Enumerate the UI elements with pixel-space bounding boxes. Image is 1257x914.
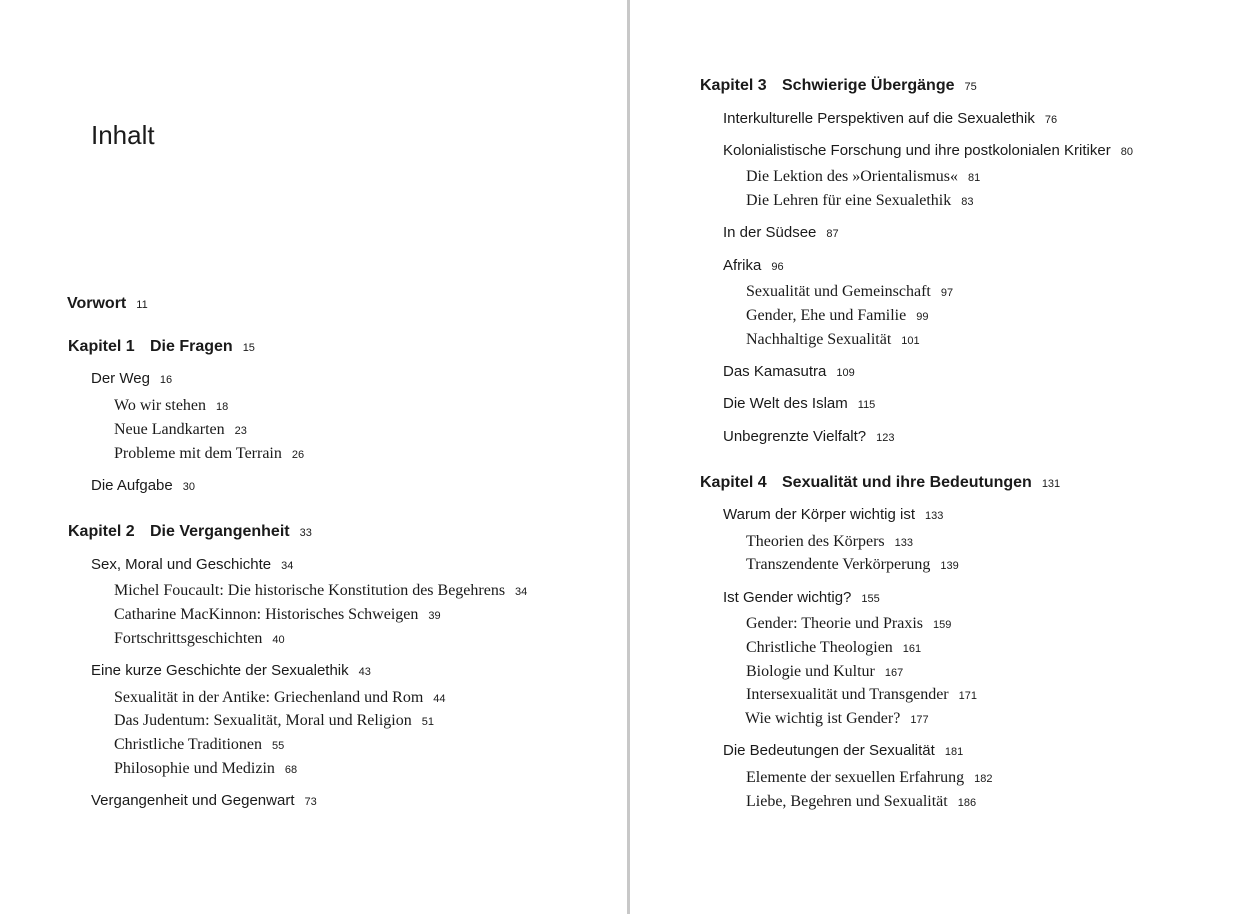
page-number: 26	[291, 449, 305, 461]
entry-title: In der Südsee	[723, 224, 817, 241]
entry-title: Vergangenheit und Gegenwart	[91, 792, 295, 809]
page-number: 182	[974, 773, 993, 785]
toc-subsection[interactable]	[114, 422, 247, 438]
page-number: 43	[358, 666, 371, 678]
entry-title: Sexualität in der Antike: Griechenland und Rom	[114, 689, 424, 706]
page-number: 51	[421, 716, 434, 728]
entry-title: Die Welt des Islam	[723, 395, 848, 412]
toc-subsection[interactable]	[746, 169, 980, 185]
entry-title: Gender: Theorie und Praxis	[746, 615, 923, 632]
page-number: 161	[902, 643, 922, 655]
entry-title: Afrika	[723, 257, 762, 274]
page-number: 23	[234, 425, 247, 437]
entry-title: Kolonialistische Forschung und ihre postkolonialen Kritiker	[723, 142, 1111, 159]
page-number: 139	[940, 560, 959, 572]
entry-title: Das Kamasutra	[723, 363, 827, 380]
entry-title: Elemente der sexuellen Erfahrung	[746, 769, 965, 786]
left-page	[0, 0, 628, 914]
toc-section[interactable]	[91, 557, 293, 572]
entry-title: Sex, Moral und Geschichte	[91, 556, 272, 573]
entry-title: Neue Landkarten	[114, 421, 225, 438]
entry-title: Biologie und Kultur	[746, 663, 875, 680]
entry-title: Michel Foucault: Die historische Konstitution des Begehrens	[114, 582, 506, 599]
entry-title: Die Fragen	[150, 338, 233, 355]
toc-section[interactable]	[723, 364, 855, 379]
entry-title: Das Judentum: Sexualität, Moral und Religion	[114, 712, 412, 729]
entry-title: Vorwort	[67, 295, 127, 312]
page-number: 34	[515, 586, 528, 598]
toc-section[interactable]	[723, 396, 875, 411]
entry-title: Interkulturelle Perspektiven auf die Sexualethik	[723, 110, 1035, 127]
page-number: 115	[857, 399, 876, 411]
chapter-number: Kapitel 4	[700, 474, 767, 491]
page-number: 133	[894, 537, 913, 549]
toc-subsection[interactable]	[114, 631, 285, 647]
toc-subsection[interactable]	[114, 713, 434, 729]
toc-section[interactable]	[723, 143, 1133, 158]
entry-title: Die Lektion des »Orientalismus«	[746, 168, 958, 185]
entry-title: Ist Gender wichtig?	[723, 589, 852, 606]
toc-subsection[interactable]	[114, 737, 284, 753]
toc-subsection[interactable]	[114, 398, 228, 414]
page-number: 44	[433, 693, 446, 705]
toc-section[interactable]	[91, 663, 371, 678]
toc-subsection[interactable]	[746, 687, 977, 703]
toc-subsection[interactable]	[114, 690, 446, 706]
entry-title: Intersexualität und Transgender	[746, 686, 949, 703]
page-number: 87	[826, 228, 839, 240]
toc-section[interactable]	[91, 793, 317, 808]
entry-title: Der Weg	[91, 370, 150, 387]
page-number: 131	[1041, 478, 1061, 490]
entry-title: Die Vergangenheit	[150, 523, 290, 540]
toc-section[interactable]	[91, 371, 172, 386]
page-number: 33	[299, 527, 312, 539]
page-number: 80	[1120, 146, 1133, 158]
page-number: 39	[428, 610, 441, 622]
toc-subsection[interactable]	[746, 770, 992, 786]
toc-subsection[interactable]	[746, 664, 903, 680]
entry-title: Unbegrenzte Vielfalt?	[723, 428, 867, 445]
toc-entry-vorwort[interactable]	[67, 296, 148, 312]
entry-title: Christliche Theologien	[746, 639, 893, 656]
toc-subsection[interactable]	[746, 193, 974, 209]
page-number: 99	[916, 311, 929, 323]
entry-title: Liebe, Begehren und Sexualität	[746, 793, 948, 810]
toc-subsection[interactable]	[746, 794, 976, 810]
entry-title: Warum der Körper wichtig ist	[723, 506, 915, 523]
page-number: 101	[901, 335, 920, 347]
page-number: 155	[861, 593, 880, 605]
page-number: 123	[876, 432, 895, 444]
toc-chapter-1[interactable]	[68, 339, 255, 355]
toc-chapter-2[interactable]	[68, 524, 312, 540]
toc-subsection[interactable]	[114, 446, 304, 462]
page-number: 18	[216, 401, 229, 413]
page-number: 177	[910, 714, 929, 726]
page-number: 109	[836, 367, 855, 379]
toc-subsection[interactable]	[746, 308, 928, 324]
entry-title: Fortschrittsgeschichten	[114, 630, 263, 647]
chapter-number: Kapitel 1	[68, 338, 135, 355]
toc-section[interactable]	[723, 743, 963, 758]
page-number: 30	[182, 481, 195, 493]
toc-section[interactable]	[723, 590, 880, 605]
toc-subsection[interactable]	[746, 616, 951, 632]
entry-title: Eine kurze Geschichte der Sexualethik	[91, 662, 349, 679]
entry-title: Nachhaltige Sexualität	[746, 331, 892, 348]
toc-subsection[interactable]	[746, 640, 921, 656]
entry-title: Philosophie und Medizin	[114, 760, 275, 777]
entry-title: Die Lehren für eine Sexualethik	[746, 192, 952, 209]
page-number: 133	[925, 510, 944, 522]
page-number: 159	[933, 619, 952, 631]
page-number: 40	[272, 634, 285, 646]
toc-chapter-4[interactable]	[700, 475, 1060, 491]
page-number: 186	[957, 797, 977, 809]
page-number: 97	[940, 287, 954, 299]
page-title: Inhalt	[91, 120, 155, 150]
entry-title: Probleme mit dem Terrain	[114, 445, 282, 462]
entry-title: Catharine MacKinnon: Historisches Schweigen	[114, 606, 419, 623]
page-number: 68	[284, 764, 298, 776]
toc-subsection[interactable]	[114, 761, 297, 777]
chapter-number: Kapitel 3	[700, 77, 767, 94]
toc-subsection[interactable]	[746, 534, 913, 550]
toc-subsection[interactable]	[746, 332, 920, 348]
entry-title: Schwierige Übergänge	[782, 77, 955, 94]
toc-chapter-3[interactable]	[700, 78, 977, 94]
toc-section[interactable]	[723, 429, 895, 444]
page-number: 171	[958, 690, 977, 702]
chapter-number: Kapitel 2	[68, 523, 135, 540]
toc-section[interactable]	[91, 478, 195, 493]
toc-section[interactable]	[723, 111, 1057, 126]
page-number: 76	[1044, 114, 1058, 126]
toc-section[interactable]	[723, 225, 839, 240]
entry-title: Die Bedeutungen der Sexualität	[723, 742, 935, 759]
entry-title: Wo wir stehen	[114, 397, 207, 414]
toc-subsection[interactable]	[746, 557, 959, 573]
page-number: 81	[967, 172, 981, 184]
entry-title: Theorien des Körpers	[746, 533, 885, 550]
entry-title: Gender, Ehe und Familie	[746, 307, 907, 324]
toc-subsection[interactable]	[746, 284, 953, 300]
toc-section[interactable]	[723, 507, 943, 522]
page-number: 96	[771, 261, 784, 273]
toc-subsection[interactable]	[745, 711, 929, 727]
entry-title: Christliche Traditionen	[114, 736, 262, 753]
right-page	[630, 0, 1257, 914]
page-number: 55	[272, 740, 285, 752]
page-number: 16	[159, 374, 173, 386]
toc-subsection[interactable]	[114, 607, 441, 623]
page-number: 15	[242, 342, 255, 354]
page-number: 83	[961, 196, 974, 208]
page-number: 34	[281, 560, 294, 572]
toc-subsection[interactable]	[114, 583, 527, 599]
page-number: 181	[944, 746, 964, 758]
entry-title: Sexualität und ihre Bedeutungen	[782, 474, 1032, 491]
entry-title: Die Aufgabe	[91, 477, 173, 494]
entry-title: Sexualität und Gemeinschaft	[746, 283, 931, 300]
entry-title: Transzendente Verkörperung	[746, 556, 931, 573]
page-number: 167	[884, 667, 904, 679]
entry-title: Wie wichtig ist Gender?	[745, 710, 901, 727]
page-number: 73	[304, 796, 317, 808]
page-number: 75	[964, 81, 977, 93]
page-number: 11	[136, 299, 148, 311]
toc-section[interactable]	[723, 258, 784, 273]
